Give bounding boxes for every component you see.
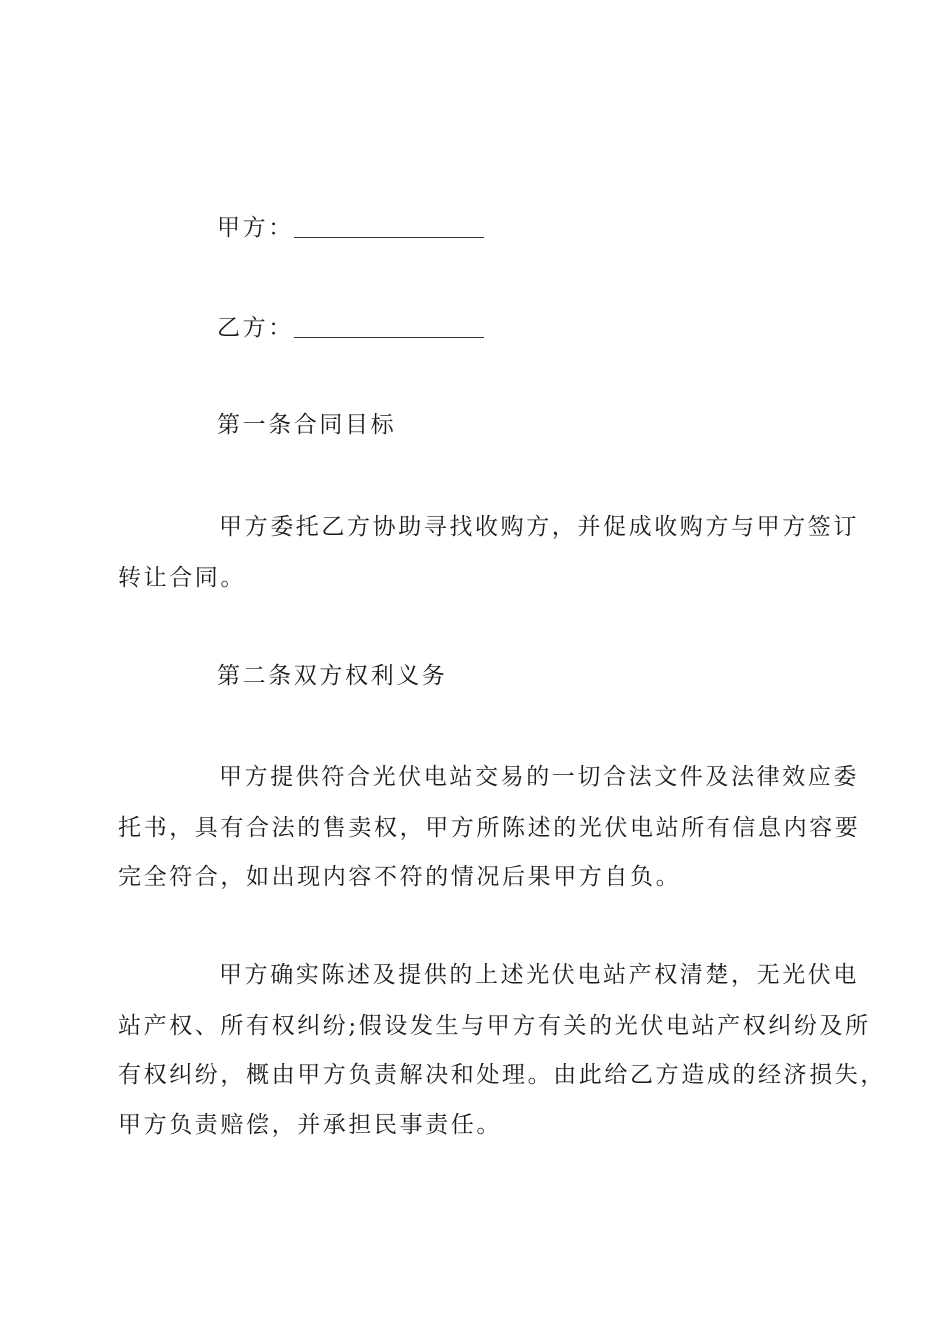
article2-para2-line: 站产权、所有权纠纷;假设发生与甲方有关的光伏电站产权纠纷及所 [118, 1013, 871, 1039]
party-b-label: 乙方： [217, 315, 294, 341]
party-a-label: 甲方： [217, 215, 294, 241]
article2-para2-line: 有权纠纷，概由甲方负责解决和处理。由此给乙方造成的经济损失， [118, 1062, 886, 1088]
party-a-row [217, 213, 484, 244]
article2-para2-line: 甲方负责赔偿，并承担民事责任。 [118, 1112, 502, 1138]
article2-para2-line: 甲方确实陈述及提供的上述光伏电站产权清楚，无光伏电 [219, 962, 859, 988]
article1-heading: 第一条合同目标 [217, 412, 397, 438]
article2-heading: 第二条双方权利义务 [217, 663, 448, 689]
article1-para-line: 甲方委托乙方协助寻找收购方，并促成收购方与甲方签订 [219, 514, 859, 540]
article2-para1-line: 甲方提供符合光伏电站交易的一切合法文件及法律效应委 [219, 764, 859, 790]
article2-para1-line: 完全符合，如出现内容不符的情况后果甲方自负。 [118, 864, 682, 890]
article1-para-line: 转让合同。 [118, 565, 246, 591]
party-b-row [217, 313, 484, 344]
party-a-blank[interactable] [294, 215, 484, 238]
article2-para1-line: 托书，具有合法的售卖权，甲方所陈述的光伏电站所有信息内容要 [118, 815, 861, 841]
party-b-blank[interactable] [294, 315, 484, 338]
